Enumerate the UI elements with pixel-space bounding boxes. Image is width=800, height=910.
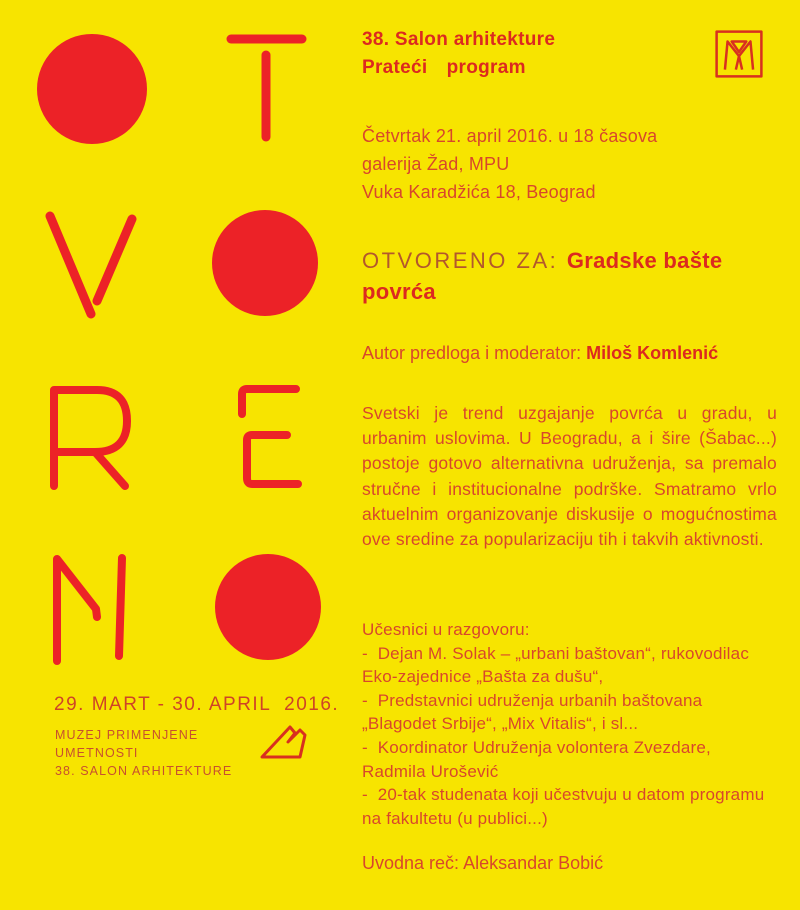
otvoreno-letter-art (0, 0, 340, 680)
description-paragraph: Svetski je trend uzgajanje povrća u gradu, u urbanim uslovima. U Beogradu, a i šire (Šabac...) postoje gotovo alternativna udruženja, sa premalo stručne i institucionalne podrške. Smatramo vrlo aktuelnim organizovanje diskusije o mogućnostima ove sredine za popularizaciju tih i takvih aktivnosti. (362, 403, 777, 550)
open-for-label: OTVORENO ZA: (362, 248, 567, 273)
event-datetime: Četvrtak 21. april 2016. u 18 časova (362, 126, 658, 146)
letter-n (57, 558, 122, 661)
event-details (362, 122, 777, 206)
event-address: Vuka Karadžića 18, Beograd (362, 182, 596, 202)
title-line-2: Prateći program (362, 57, 526, 78)
participant-item: - 20-tak studenata koji učestvuju u datom programu na fakultetu (u publici...) (362, 785, 770, 828)
intro-name: Aleksandar Bobić (463, 853, 604, 873)
open-for-heading (362, 245, 777, 307)
letter-r (54, 390, 127, 486)
museum-block (55, 726, 265, 780)
letter-o-3 (215, 554, 321, 660)
participant-item: - Dejan M. Solak – „urbani baštovan“, rukovodilac Eko-zajednice „Bašta za dušu“, (362, 643, 754, 687)
event-venue: galerija Žad, MPU (362, 154, 510, 174)
museum-name: MUZEJ PRIMENJENE UMETNOSTI (55, 728, 199, 760)
author-line (362, 340, 777, 366)
author-label: Autor predloga i moderator: (362, 343, 587, 363)
letter-o-1 (37, 34, 147, 144)
salon-arhitekture-logo-icon (258, 720, 314, 764)
letter-t (231, 39, 302, 137)
intro-speech-line (362, 853, 777, 874)
participant-item: - Predstavnici udruženja urbanih baštovana „Blagodet Srbije“, „Mix Vitalis“, i sl... (362, 690, 708, 734)
participants-heading: Učesnici u razgovoru: (362, 620, 530, 639)
author-name: Miloš Komlenić (586, 343, 719, 363)
exhibition-dates: 29. MART - 30. APRIL 2016. (54, 694, 340, 715)
participant-item: - Koordinator Udruženja volontera Zvezdare, Radmila Urošević (362, 737, 716, 781)
letter-e (242, 389, 298, 484)
salon-name: 38. SALON ARHITEKTURE (55, 764, 233, 778)
letter-o-2 (212, 210, 318, 316)
intro-label: Uvodna reč: (362, 853, 464, 873)
poster-title (362, 26, 777, 82)
title-line-1: 38. Salon arhitekture (362, 29, 556, 50)
letter-v (50, 216, 132, 314)
participants-list (362, 618, 777, 830)
open-for-topic: Gradske bašte povrća (362, 248, 723, 304)
